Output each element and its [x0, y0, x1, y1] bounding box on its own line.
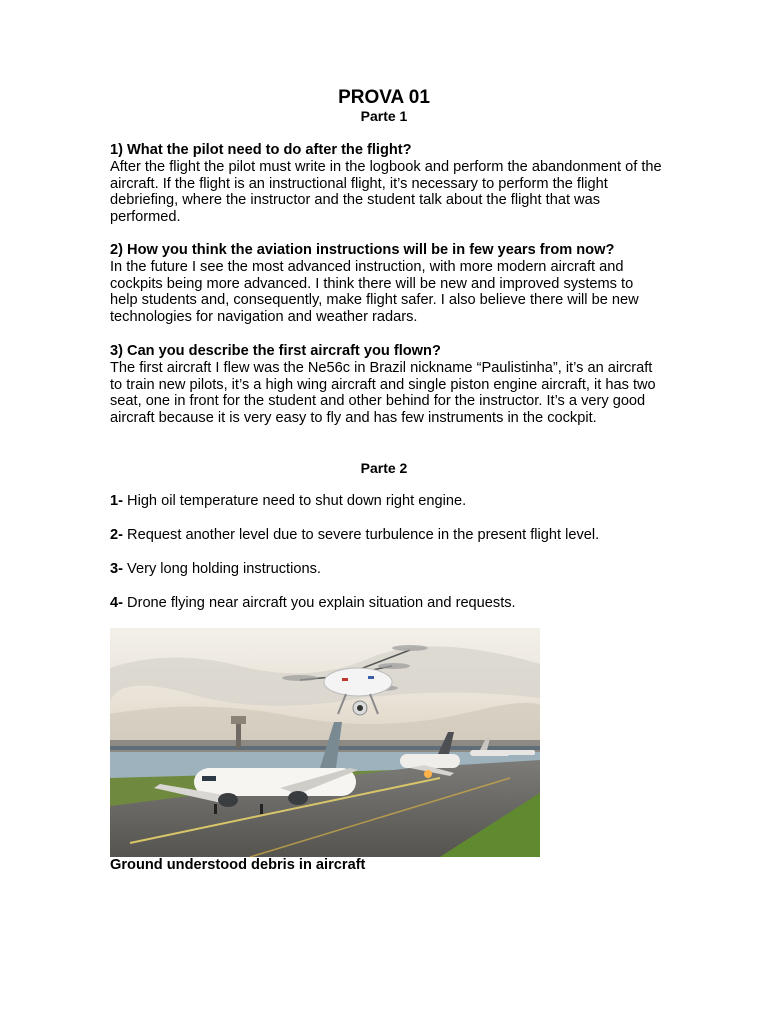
list-item-1: [110, 493, 662, 510]
answer-3: The first aircraft I flew was the Ne56c in Brazil nickname “Paulistinha”, it’s an aircraft to train new pilots, it’s a high wing aircraft and single piston engine aircraft, it has two seat, one in front for the student and other behind for the instructor. It’s a very good aircraft because it is very easy to fly and has few instruments in the cockpit.: [110, 359, 656, 427]
list-item-number: 4-: [110, 595, 123, 611]
question-2: 2) How you think the aviation instructions will be in few years from now?: [110, 242, 615, 258]
question-block-3: [110, 343, 662, 427]
question-3: 3) Can you describe the first aircraft you flown?: [110, 343, 441, 359]
drone-near-aircraft-photo: [110, 628, 540, 857]
photo-caption: Ground understood debris in aircraft: [110, 857, 366, 873]
list-item-3: [110, 561, 662, 578]
part2-heading: Parte 2: [360, 460, 408, 476]
part1-heading: Parte 1: [360, 108, 408, 124]
list-item-number: 3-: [110, 561, 123, 577]
question-block-2: [110, 242, 662, 326]
answer-2: In the future I see the most advanced instruction, with more modern aircraft and cockpits being more advanced. I think there will be new and improved systems to help students and, consequently, make flight safer. I also believe there will be new technologies for navigation and weather radars.: [110, 258, 639, 326]
list-item-text: Request another level due to severe turbulence in the present flight level.: [122, 527, 600, 543]
list-item-2: [110, 527, 662, 544]
document-title: PROVA 01: [338, 87, 430, 108]
question-1: 1) What the pilot need to do after the flight?: [110, 142, 412, 158]
list-item-4: [110, 595, 662, 612]
list-item-number: 1-: [110, 493, 123, 509]
list-item-text: Very long holding instructions.: [122, 561, 321, 577]
list-item-number: 2-: [110, 527, 123, 543]
answer-1: After the flight the pilot must write in the logbook and perform the abandonment of the aircraft. If the flight is an instructional flight, it’s necessary to perform the flight debriefing, where the instructor and the student talk about the flight that was performed.: [110, 158, 662, 226]
question-block-1: [110, 142, 662, 226]
list-item-text: High oil temperature need to shut down right engine.: [122, 493, 467, 509]
list-item-text: Drone flying near aircraft you explain situation and requests.: [122, 595, 516, 611]
